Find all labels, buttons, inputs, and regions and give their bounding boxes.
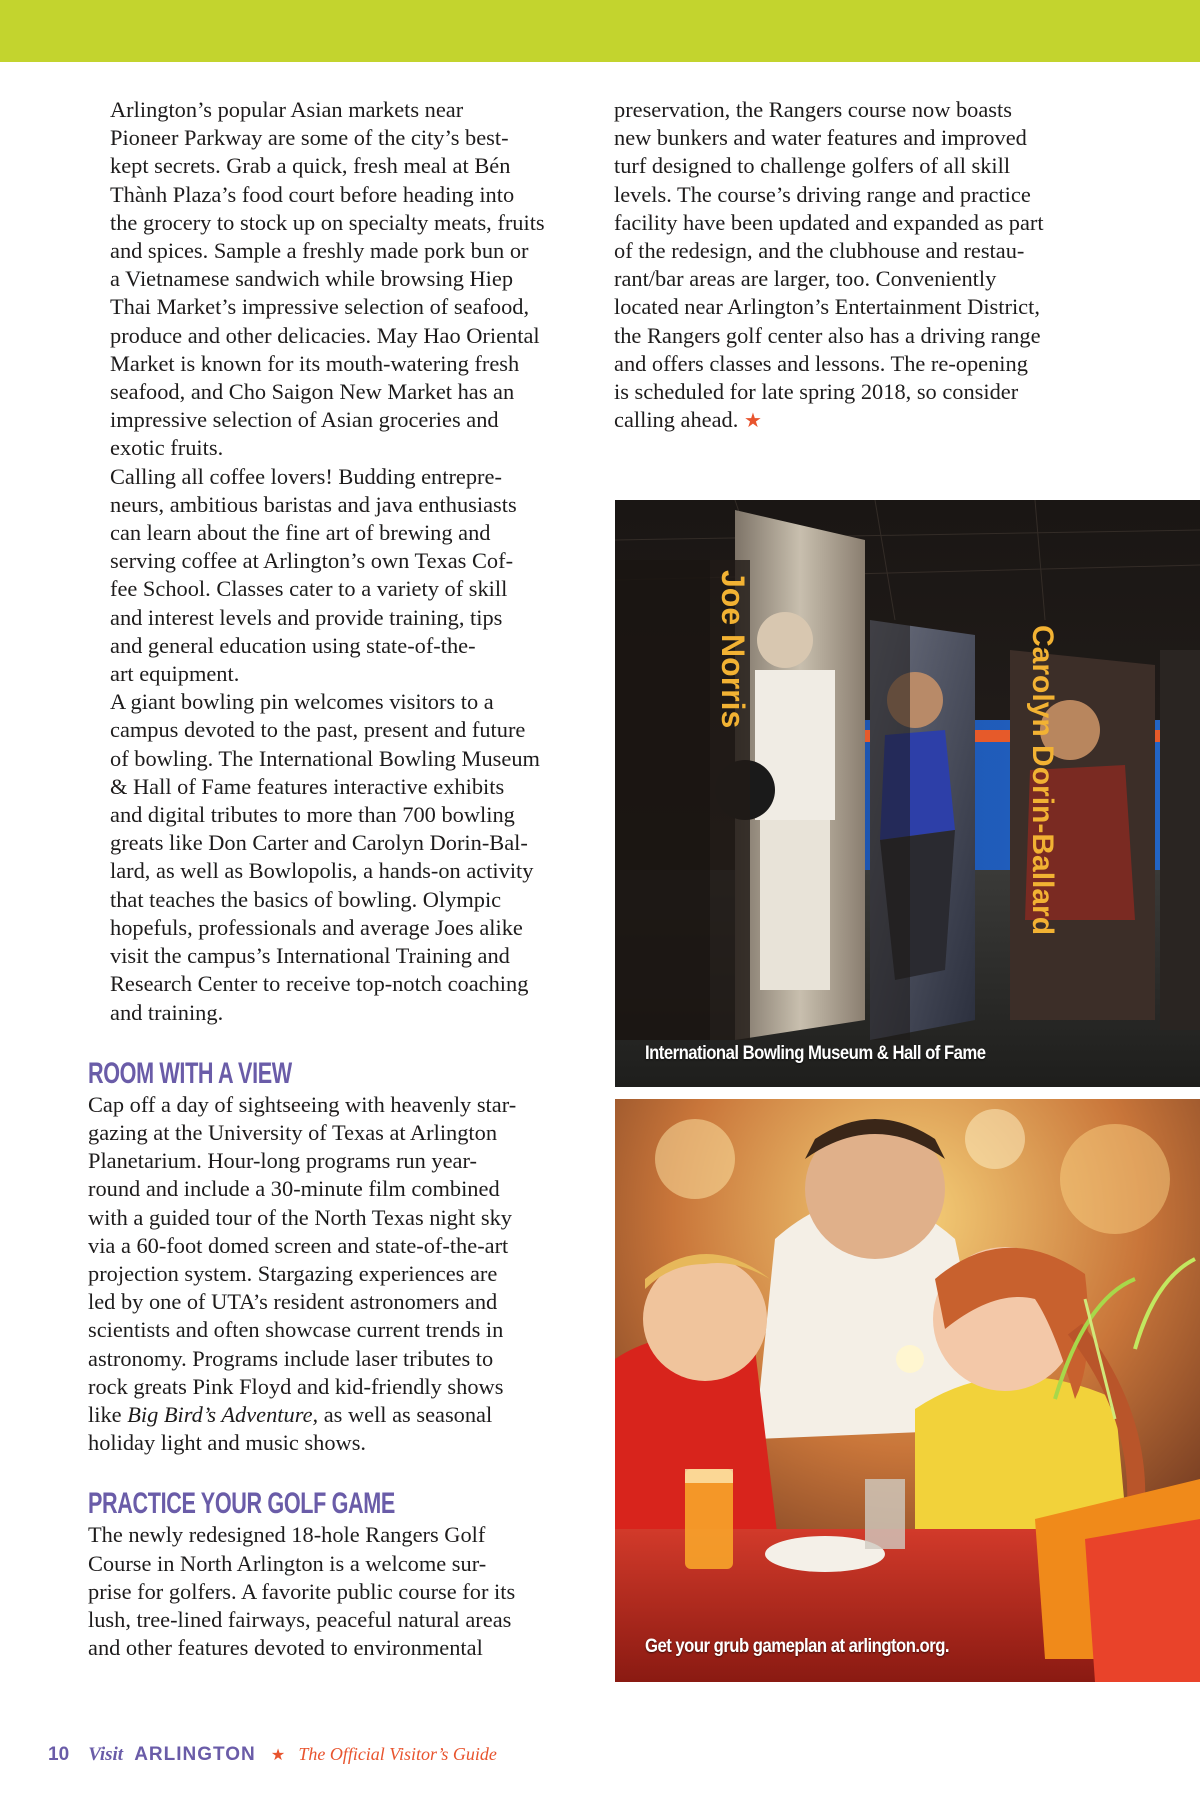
header-color-bar: [0, 0, 1200, 62]
heading-practice-golf: PRACTICE YOUR GOLF GAME: [88, 1487, 395, 1521]
paragraph-golf-course: The newly redesigned 18-hole Rangers Golf Course in North Arlington is a welcome sur- prise for golfers. A favorite public course for its lush, tree-lined fairways, peaceful natural areas and other features devoted to environmental: [88, 1522, 516, 1661]
paragraph-planetarium: Cap off a day of sightseeing with heavenly star- gazing at the University of Texas at Arlington Planetarium. Hour-long programs run year- round and include a 30-minute film combined with a guided tour of the North Texas night sky via a 60-foot domed screen and state-of-the-art projection system. Stargazing experiences are led by one of UTA’s resident astronomers and scientists and often showcase current trends in astronomy. Programs include laser tributes to rock greats Pink Floyd and kid-friendly shows like Big Bird’s Adventure, as well as seasonal holiday light and music shows.: [88, 1091, 517, 1456]
photo-bowling-museum: [615, 500, 1200, 1087]
bowling-museum-illustration: [615, 500, 1200, 1087]
right-column: [614, 96, 1114, 434]
photo-caption-dining: Get your grub gameplan at arlington.org.: [645, 1636, 950, 1657]
paragraph-bowling-museum: A giant bowling pin welcomes visitors to a campus devoted to the past, present and future of bowling. The International Bowling Museum & Hall of Fame features interactive exhibits and digital tributes to more than 700 bowling greats like Don Carter and Carolyn Dorin-Bal- lard, as well as Bowlopolis, a hands-on activity that teaches the basics of bowling. Olympic hopefuls, professionals and average Joes alike visit the campus’s International Training and Research Center to receive top-notch coaching and training.: [110, 689, 540, 1025]
footer-brand: ARLINGTON: [134, 1744, 256, 1765]
family-dining-illustration: [615, 1099, 1200, 1682]
left-column: [88, 96, 588, 1662]
banner-carolyn-dorin-ballard: Carolyn Dorin-Ballard: [1026, 625, 1059, 936]
heading-room-with-a-view: ROOM WITH A VIEW: [88, 1056, 292, 1090]
end-of-article-star-icon: ★: [743, 408, 762, 433]
photo-family-dining: [615, 1099, 1200, 1682]
footer-star-icon: ★: [270, 1745, 286, 1764]
photo-caption-bowling: International Bowling Museum & Hall of Fame: [645, 1043, 986, 1064]
page-number: 10: [48, 1744, 70, 1765]
page-footer: [48, 1744, 497, 1774]
paragraph-golf-continued: preservation, the Rangers course now boasts new bunkers and water features and improved turf designed to challenge golfers of all skill levels. The course’s driving range and practice facility have been updated and expanded as part of the redesign, and the clubhouse and restau- rant/bar areas are larger, too. Conveniently located near Arlington’s Entertainment District, the Rangers golf center also has a driving range and offers classes and lessons. The re-opening is scheduled for late spring 2018, so consider calling ahead. ★: [614, 97, 1044, 433]
footer-visit: Visit: [88, 1744, 124, 1765]
paragraph-asian-markets: Arlington’s popular Asian markets near Pioneer Parkway are some of the city’s best- kept secrets. Grab a quick, fresh meal at Bén Thành Plaza’s food court before heading into the grocery to stock up on specialty meats, fruits and spices. Sample a freshly made pork bun or a Vietnamese sandwich while browsing Hiep Thai Market’s impressive selection of seafood, produce and other delicacies. May Hao Oriental Market is known for its mouth-watering fresh seafood, and Cho Saigon New Market has an impressive selection of Asian groceries and exotic fruits.: [110, 97, 545, 461]
show-title: Big Bird’s Adventure,: [127, 1401, 319, 1427]
banner-joe-norris: Joe Norris: [715, 570, 751, 729]
paragraph-coffee-school: Calling all coffee lovers! Budding entrepre- neurs, ambitious baristas and java enthusiasts can learn about the fine art of brewing and serving coffee at Arlington’s own Texas Cof- fee School. Classes cater to a variety of skill and interest levels and provide training, tips and general education using state-of-the- art equipment.: [110, 463, 517, 687]
footer-guide-title: The Official Visitor’s Guide: [298, 1744, 497, 1764]
